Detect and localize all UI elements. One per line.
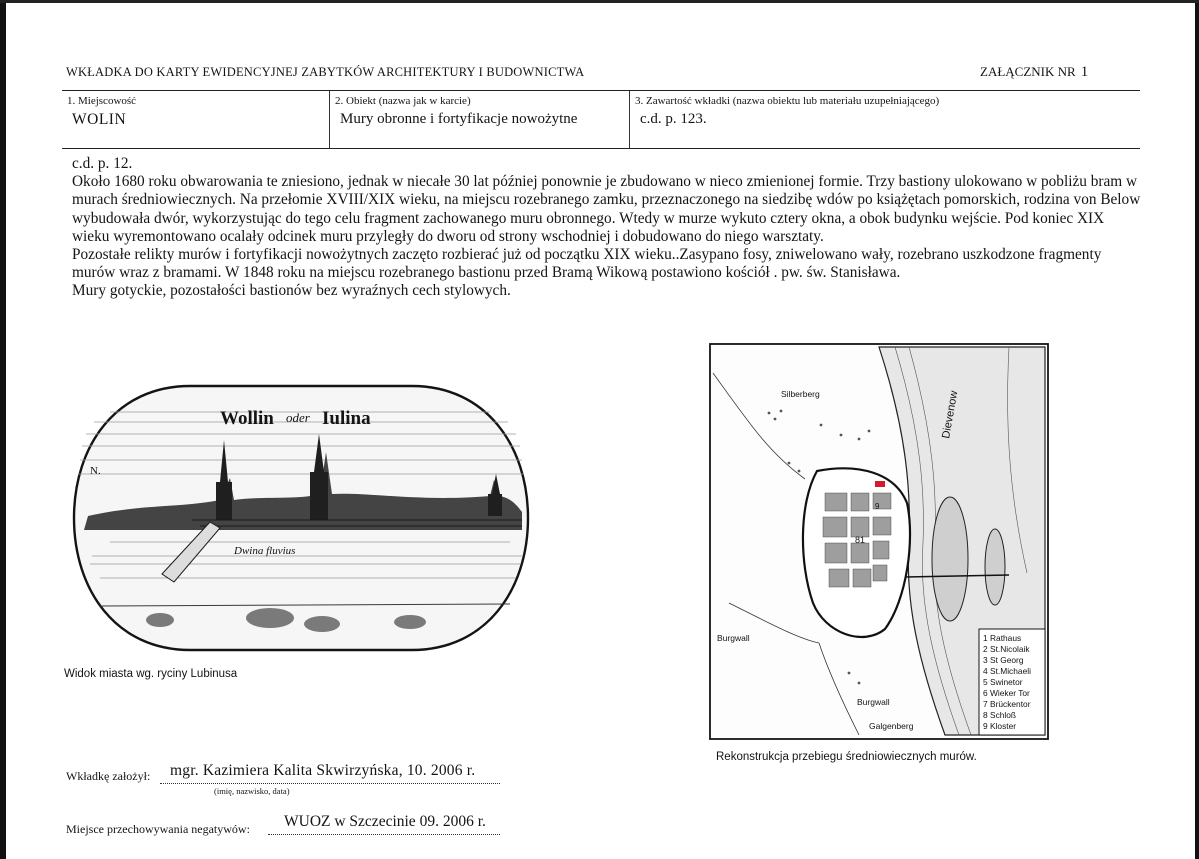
map-city-label-b: 9 — [875, 502, 880, 511]
legend-item: 3 St Georg — [983, 655, 1024, 665]
engraving-title-wollin: Wollin — [220, 408, 274, 429]
locality-value: WOLIN — [72, 111, 127, 128]
content-label: 3. Zawartość wkładki (nazwa obiektu lub materiału uzupełniającego) — [635, 95, 940, 107]
form-header-row — [62, 90, 1140, 149]
engraving-caption: Widok miasta wg. ryciny Lubinusa — [64, 668, 238, 680]
map-city-label-a: 81 — [855, 535, 866, 545]
legend-item: 4 St.Michaeli — [983, 666, 1031, 676]
engraving-river-label: Dwina fluvius — [234, 545, 296, 557]
negatives-label: Miejsce przechowywania negatywów: — [66, 822, 250, 836]
paragraph-2: Pozostałe relikty murów i fortyfikacji nowożytnych zaczęto rozbierać już od początku XIX wieku..Zasypano fosy, zniwelowano wały, rozebrano uszkodzone fragmenty murów wraz z bramami. W 1848 roku na miejscu rozebranego bastionu przed Bramą Wikową postawiono kościół . pw. św. Stanisława. — [72, 246, 1102, 282]
legend-item: 2 St.Nicolaik — [983, 644, 1030, 654]
scan-edge-top — [0, 0, 1199, 3]
map-caption: Rekonstrukcja przebiegu średniowiecznych murów. — [716, 751, 977, 763]
legend-item: 7 Brückentor — [983, 699, 1031, 709]
map-river-label: Dievenow — [940, 389, 961, 440]
scan-edge-left — [0, 0, 6, 859]
map-burgwall-bottom-label: Burgwall — [857, 697, 890, 707]
object-label: 2. Obiekt (nazwa jak w karcie) — [335, 95, 471, 107]
negatives-value: WUOZ w Szczecinie 09. 2006 r. — [284, 813, 486, 830]
map-legend — [979, 629, 1045, 735]
description-text — [72, 155, 1142, 301]
paragraph-3: Mury gotyckie, pozostałości bastionów bez wyraźnych cech stylowych. — [72, 282, 511, 300]
legend-item: 8 Schloß — [983, 710, 1017, 720]
map-image — [709, 343, 1049, 740]
annex-label — [980, 64, 1088, 81]
legend-item: 6 Wieker Tor — [983, 688, 1030, 698]
annex-label-text: ZAŁĄCZNIK NR — [980, 64, 1076, 79]
legend-item: 5 Swinetor — [983, 677, 1023, 687]
scan-edge-right — [1195, 0, 1199, 859]
map-galgenberg-label: Galgenberg — [869, 721, 914, 731]
founder-hint: (imię, nazwisko, data) — [214, 786, 290, 796]
annex-number: 1 — [1080, 64, 1089, 80]
legend-item: 9 Kloster — [983, 721, 1017, 731]
engraving-image — [70, 382, 532, 654]
content-value: c.d. p. 123. — [640, 111, 707, 127]
continuation-ref: c.d. p. 12. — [72, 155, 133, 172]
object-value: Mury obronne i fortyfikacje nowożytne — [340, 111, 578, 127]
object-cell — [329, 91, 629, 148]
founder-label: Wkładkę założył: — [66, 769, 151, 783]
founder-value: mgr. Kazimiera Kalita Skwirzyńska, 10. 2006 r. — [170, 762, 476, 779]
locality-cell — [62, 91, 329, 148]
document-title: WKŁADKA DO KARTY EWIDENCYJNEJ ZABYTKÓW ARCHITEKTURY I BUDOWNICTWA — [66, 65, 585, 79]
founder-dotted-line — [160, 783, 500, 784]
content-cell — [629, 91, 1140, 148]
locality-label: 1. Miejscowość — [67, 95, 137, 107]
engraving-title-iulina: Iulina — [322, 408, 371, 429]
negatives-dotted-line — [268, 834, 500, 835]
map-burgwall-left-label: Burgwall — [717, 633, 750, 643]
engraving-title-oder: oder — [286, 410, 310, 425]
map-silberberg-label: Silberberg — [781, 389, 820, 399]
paragraph-1: Około 1680 roku obwarowania te zniesiono, jednak w niecałe 30 lat później ponownie je zbudowano w nieco zmienionej formie. Trzy bastiony ulokowano w pobliżu bram w murach średniowiecznych. Na przełomie XVIII/XIX wieku, na miejscu rozebranego zamku, przeznaczonego na siedzibę wdów po książętach pomorskich, rodzina von Below wybudowała dwór, wykorzystując do tego celu fragment zachowanego muru obronnego. Wtedy w murze wykuto cztery okna, a obok budynku wejście. Pod koniec XIX wieku wyremontowano ocalały odcinek muru przyległy do dworu od strony wschodniej i dobudowano do niego warsztaty. — [72, 173, 1141, 245]
engraving-north-mark: N. — [90, 465, 101, 477]
legend-item: 1 Rathaus — [983, 633, 1022, 643]
